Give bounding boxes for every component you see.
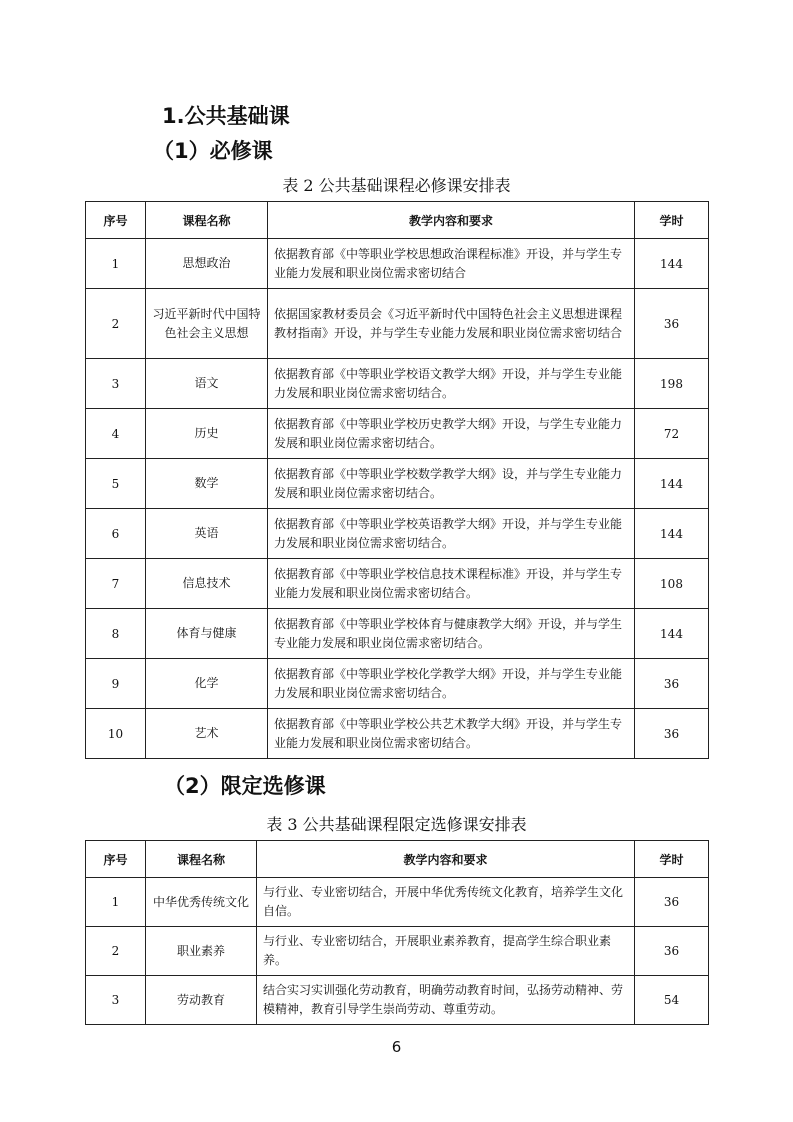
table-header-row <box>86 202 709 239</box>
table-row <box>86 659 709 709</box>
cell-content: 依据教育部《中等职业学校化学教学大纲》开设，并与学生专业能力发展和职业岗位需求密切结合。 <box>268 659 635 709</box>
table-row <box>86 976 709 1025</box>
cell-hours: 72 <box>635 409 709 459</box>
cell-course-name: 艺术 <box>146 709 268 759</box>
cell-course-name: 信息技术 <box>146 559 268 609</box>
header-hours: 学时 <box>635 202 709 239</box>
table-3-caption: 表 3 公共基础课程限定选修课安排表 <box>266 815 527 834</box>
cell-no: 4 <box>86 409 146 459</box>
cell-course-name: 职业素养 <box>146 927 257 976</box>
table-row <box>86 509 709 559</box>
header-content: 教学内容和要求 <box>257 841 635 878</box>
table-row <box>86 559 709 609</box>
cell-course-name: 数学 <box>146 459 268 509</box>
header-course-name: 课程名称 <box>146 202 268 239</box>
cell-content: 依据教育部《中等职业学校信息技术课程标准》开设，并与学生专业能力发展和职业岗位需求密切结合。 <box>268 559 635 609</box>
cell-hours: 144 <box>635 459 709 509</box>
cell-no: 1 <box>86 878 146 927</box>
cell-content: 依据教育部《中等职业学校历史教学大纲》开设，与学生专业能力发展和职业岗位需求密切结合。 <box>268 409 635 459</box>
table-row <box>86 609 709 659</box>
subsection-heading-required: （1）必修课 <box>153 139 273 163</box>
cell-course-name: 中华优秀传统文化 <box>146 878 257 927</box>
cell-content: 依据教育部《中等职业学校数学教学大纲》设，并与学生专业能力发展和职业岗位需求密切结合。 <box>268 459 635 509</box>
table-row <box>86 239 709 289</box>
cell-course-name: 习近平新时代中国特色社会主义思想 <box>146 289 268 359</box>
cell-no: 2 <box>86 927 146 976</box>
cell-hours: 144 <box>635 609 709 659</box>
cell-hours: 36 <box>635 659 709 709</box>
cell-content: 与行业、专业密切结合，开展职业素养教育，提高学生综合职业素养。 <box>257 927 635 976</box>
cell-course-name: 语文 <box>146 359 268 409</box>
required-courses-table <box>85 201 709 759</box>
header-no: 序号 <box>86 202 146 239</box>
cell-content: 依据教育部《中等职业学校公共艺术教学大纲》开设，并与学生专业能力发展和职业岗位需求密切结合。 <box>268 709 635 759</box>
cell-content: 依据教育部《中等职业学校英语教学大纲》开设，并与学生专业能力发展和职业岗位需求密切结合。 <box>268 509 635 559</box>
cell-hours: 144 <box>635 509 709 559</box>
table-row <box>86 409 709 459</box>
cell-course-name: 化学 <box>146 659 268 709</box>
elective-courses-table <box>85 840 709 1025</box>
cell-content: 依据教育部《中等职业学校思想政治课程标准》开设，并与学生专业能力发展和职业岗位需求密切结合 <box>268 239 635 289</box>
cell-no: 7 <box>86 559 146 609</box>
cell-content: 依据国家教材委员会《习近平新时代中国特色社会主义思想进课程教材指南》开设，并与学生专业能力发展和职业岗位需求密切结合 <box>268 289 635 359</box>
cell-no: 10 <box>86 709 146 759</box>
cell-content: 依据教育部《中等职业学校语文教学大纲》开设，并与学生专业能力发展和职业岗位需求密切结合。 <box>268 359 635 409</box>
section-heading: 1.公共基础课 <box>162 104 290 128</box>
cell-content: 结合实习实训强化劳动教育，明确劳动教育时间，弘扬劳动精神、劳模精神，教育引导学生崇尚劳动、尊重劳动。 <box>257 976 635 1025</box>
cell-hours: 36 <box>635 878 709 927</box>
header-course-name: 课程名称 <box>146 841 257 878</box>
cell-no: 6 <box>86 509 146 559</box>
cell-course-name: 英语 <box>146 509 268 559</box>
cell-hours: 54 <box>635 976 709 1025</box>
cell-hours: 36 <box>635 927 709 976</box>
table-header-row <box>86 841 709 878</box>
cell-hours: 144 <box>635 239 709 289</box>
cell-no: 5 <box>86 459 146 509</box>
header-content: 教学内容和要求 <box>268 202 635 239</box>
page-number: 6 <box>391 1038 402 1056</box>
subsection-heading-elective: （2）限定选修课 <box>164 774 326 798</box>
table-row <box>86 878 709 927</box>
table-2-caption: 表 2 公共基础课程必修课安排表 <box>282 176 511 195</box>
cell-content: 依据教育部《中等职业学校体育与健康教学大纲》开设，并与学生专业能力发展和职业岗位需求密切结合。 <box>268 609 635 659</box>
cell-course-name: 思想政治 <box>146 239 268 289</box>
cell-course-name: 体育与健康 <box>146 609 268 659</box>
cell-no: 3 <box>86 359 146 409</box>
table-row <box>86 927 709 976</box>
cell-hours: 108 <box>635 559 709 609</box>
table-row <box>86 289 709 359</box>
cell-content: 与行业、专业密切结合，开展中华优秀传统文化教育，培养学生文化自信。 <box>257 878 635 927</box>
cell-no: 2 <box>86 289 146 359</box>
cell-no: 1 <box>86 239 146 289</box>
header-no: 序号 <box>86 841 146 878</box>
table-row <box>86 459 709 509</box>
cell-course-name: 劳动教育 <box>146 976 257 1025</box>
cell-no: 9 <box>86 659 146 709</box>
table-row <box>86 709 709 759</box>
cell-course-name: 历史 <box>146 409 268 459</box>
cell-no: 8 <box>86 609 146 659</box>
cell-hours: 36 <box>635 289 709 359</box>
cell-hours: 198 <box>635 359 709 409</box>
cell-hours: 36 <box>635 709 709 759</box>
table-row <box>86 359 709 409</box>
header-hours: 学时 <box>635 841 709 878</box>
cell-no: 3 <box>86 976 146 1025</box>
